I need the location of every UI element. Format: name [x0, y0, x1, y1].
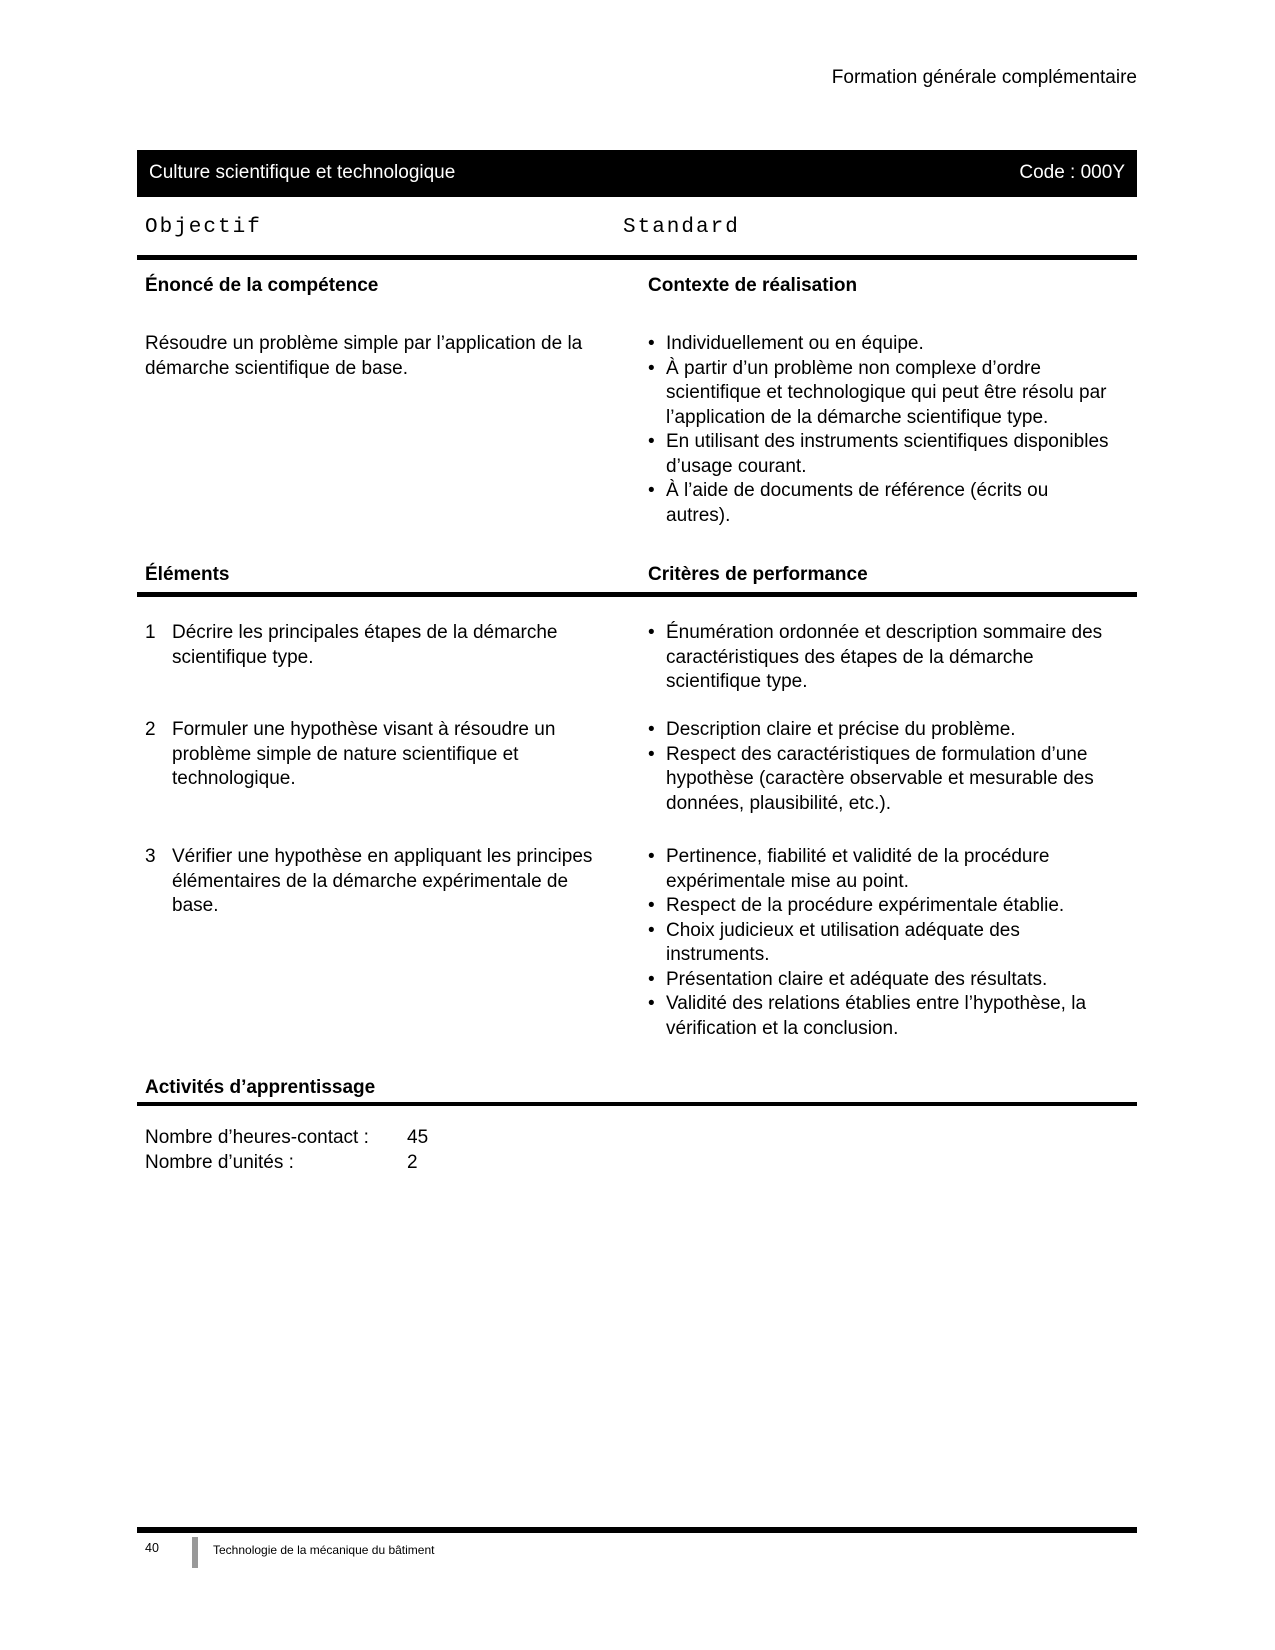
- bullet-text: Respect de la procédure expérimentale établie.: [666, 895, 1065, 916]
- item-number: 2: [145, 719, 156, 740]
- bullet-dot-icon: •: [648, 895, 655, 916]
- bullet-dot-icon: •: [648, 719, 655, 740]
- criteria-group: [648, 621, 1137, 695]
- bullet-text: Présentation claire et adéquate des résultats.: [666, 968, 1048, 990]
- bullet-dot-icon: •: [648, 622, 655, 643]
- page-header: Formation générale complémentaire: [831, 67, 1137, 88]
- bullet-text: Description claire et précise du problème.: [666, 719, 1016, 740]
- bullet-text: Individuellement ou en équipe.: [666, 333, 924, 354]
- bullet-row: [648, 743, 1137, 817]
- standard-label: Standard: [623, 216, 740, 239]
- item-number: 3: [145, 846, 156, 867]
- criteria-group: [648, 845, 1137, 1041]
- element-item: [145, 845, 615, 919]
- bullet-dot-icon: •: [648, 357, 655, 379]
- bullet-row: [648, 357, 1137, 431]
- course-code: Code : 000Y: [1019, 162, 1125, 184]
- item-text: Vérifier une hypothèse en appliquant les principes élémentaires de la démarche expérimentale de base.: [172, 846, 593, 916]
- hours-contact-value: 45: [407, 1127, 429, 1148]
- footer-divider: [192, 1537, 198, 1568]
- bullet-row: [648, 718, 1137, 743]
- item-number: 1: [145, 622, 156, 643]
- bullet-text: Énumération ordonnée et description sommaire des caractéristiques des étapes de la démarche scientifique type.: [666, 622, 1103, 692]
- bullet-row: [648, 845, 1137, 894]
- units-value: 2: [407, 1151, 418, 1173]
- section-rule-elements: [137, 592, 1137, 597]
- bullet-text: Respect des caractéristiques de formulation d’une hypothèse (caractère observable et mesurable des données, plausibilité, etc.).: [666, 743, 1094, 814]
- bullet-row: [648, 968, 1137, 993]
- bullet-dot-icon: •: [648, 846, 655, 867]
- bullet-dot-icon: •: [648, 480, 655, 501]
- bullet-row: [648, 992, 1137, 1041]
- hours-contact-label: Nombre d’heures-contact :: [145, 1127, 369, 1148]
- criteria-group: [648, 718, 1137, 816]
- units-row: [145, 1151, 745, 1176]
- bullet-dot-icon: •: [648, 968, 655, 990]
- bullet-row: [648, 894, 1137, 919]
- units-label: Nombre d’unités :: [145, 1151, 294, 1173]
- course-title: Culture scientifique et technologique: [149, 162, 456, 184]
- item-text: Formuler une hypothèse visant à résoudre un problème simple de nature scientifique et technologique.: [172, 719, 556, 789]
- footer-book-title: Technologie de la mécanique du bâtiment: [213, 1543, 435, 1557]
- objectif-label: Objectif: [145, 216, 262, 239]
- column-heading-enonce: Énoncé de la compétence: [145, 275, 379, 296]
- bullet-row: [648, 332, 1137, 357]
- hours-block: [145, 1126, 745, 1175]
- bullet-dot-icon: •: [648, 333, 655, 354]
- bullet-text: En utilisant des instruments scientifiques disponibles d’usage courant.: [666, 431, 1109, 477]
- bullet-text: À partir d’un problème non complexe d’ordre scientifique et technologique qui peut être résolu par l’application de la démarche scientifique type.: [666, 357, 1107, 428]
- bullet-dot-icon: •: [648, 993, 655, 1014]
- bullet-dot-icon: •: [648, 919, 655, 941]
- bullet-row: [648, 621, 1137, 695]
- bullet-row: [648, 479, 1137, 528]
- section-rule-activites: [137, 1102, 1137, 1106]
- column-heading-contexte: Contexte de réalisation: [648, 275, 858, 296]
- objectif-standard-row: [137, 216, 1137, 246]
- section-heading-activites: Activités d’apprentissage: [145, 1077, 376, 1098]
- contexte-bullet-list: [648, 332, 1137, 528]
- bullet-row: [648, 919, 1137, 968]
- item-text: Décrire les principales étapes de la démarche scientifique type.: [172, 622, 558, 668]
- element-item: [145, 621, 615, 670]
- course-title-bar: [137, 150, 1137, 197]
- element-item: [145, 718, 615, 792]
- hours-contact-row: [145, 1126, 745, 1151]
- column-heading-elements: Éléments: [145, 564, 230, 585]
- bullet-text: Pertinence, fiabilité et validité de la procédure expérimentale mise au point.: [666, 846, 1050, 892]
- competence-statement: Résoudre un problème simple par l’application de la démarche scientifique de base.: [145, 333, 583, 379]
- bullet-dot-icon: •: [648, 431, 655, 452]
- column-heading-criteres: Critères de performance: [648, 564, 868, 585]
- bullet-row: [648, 430, 1137, 479]
- bullet-text: À l’aide de documents de référence (écrits ou autres).: [666, 480, 1049, 526]
- bullet-text: Choix judicieux et utilisation adéquate des instruments.: [666, 919, 1020, 965]
- footer-page-number: 40: [145, 1541, 159, 1555]
- footer-rule: [137, 1527, 1137, 1533]
- bullet-dot-icon: •: [648, 743, 655, 765]
- bullet-text: Validité des relations établies entre l’hypothèse, la vérification et la conclusion.: [666, 993, 1087, 1039]
- section-rule-objectif: [137, 255, 1137, 260]
